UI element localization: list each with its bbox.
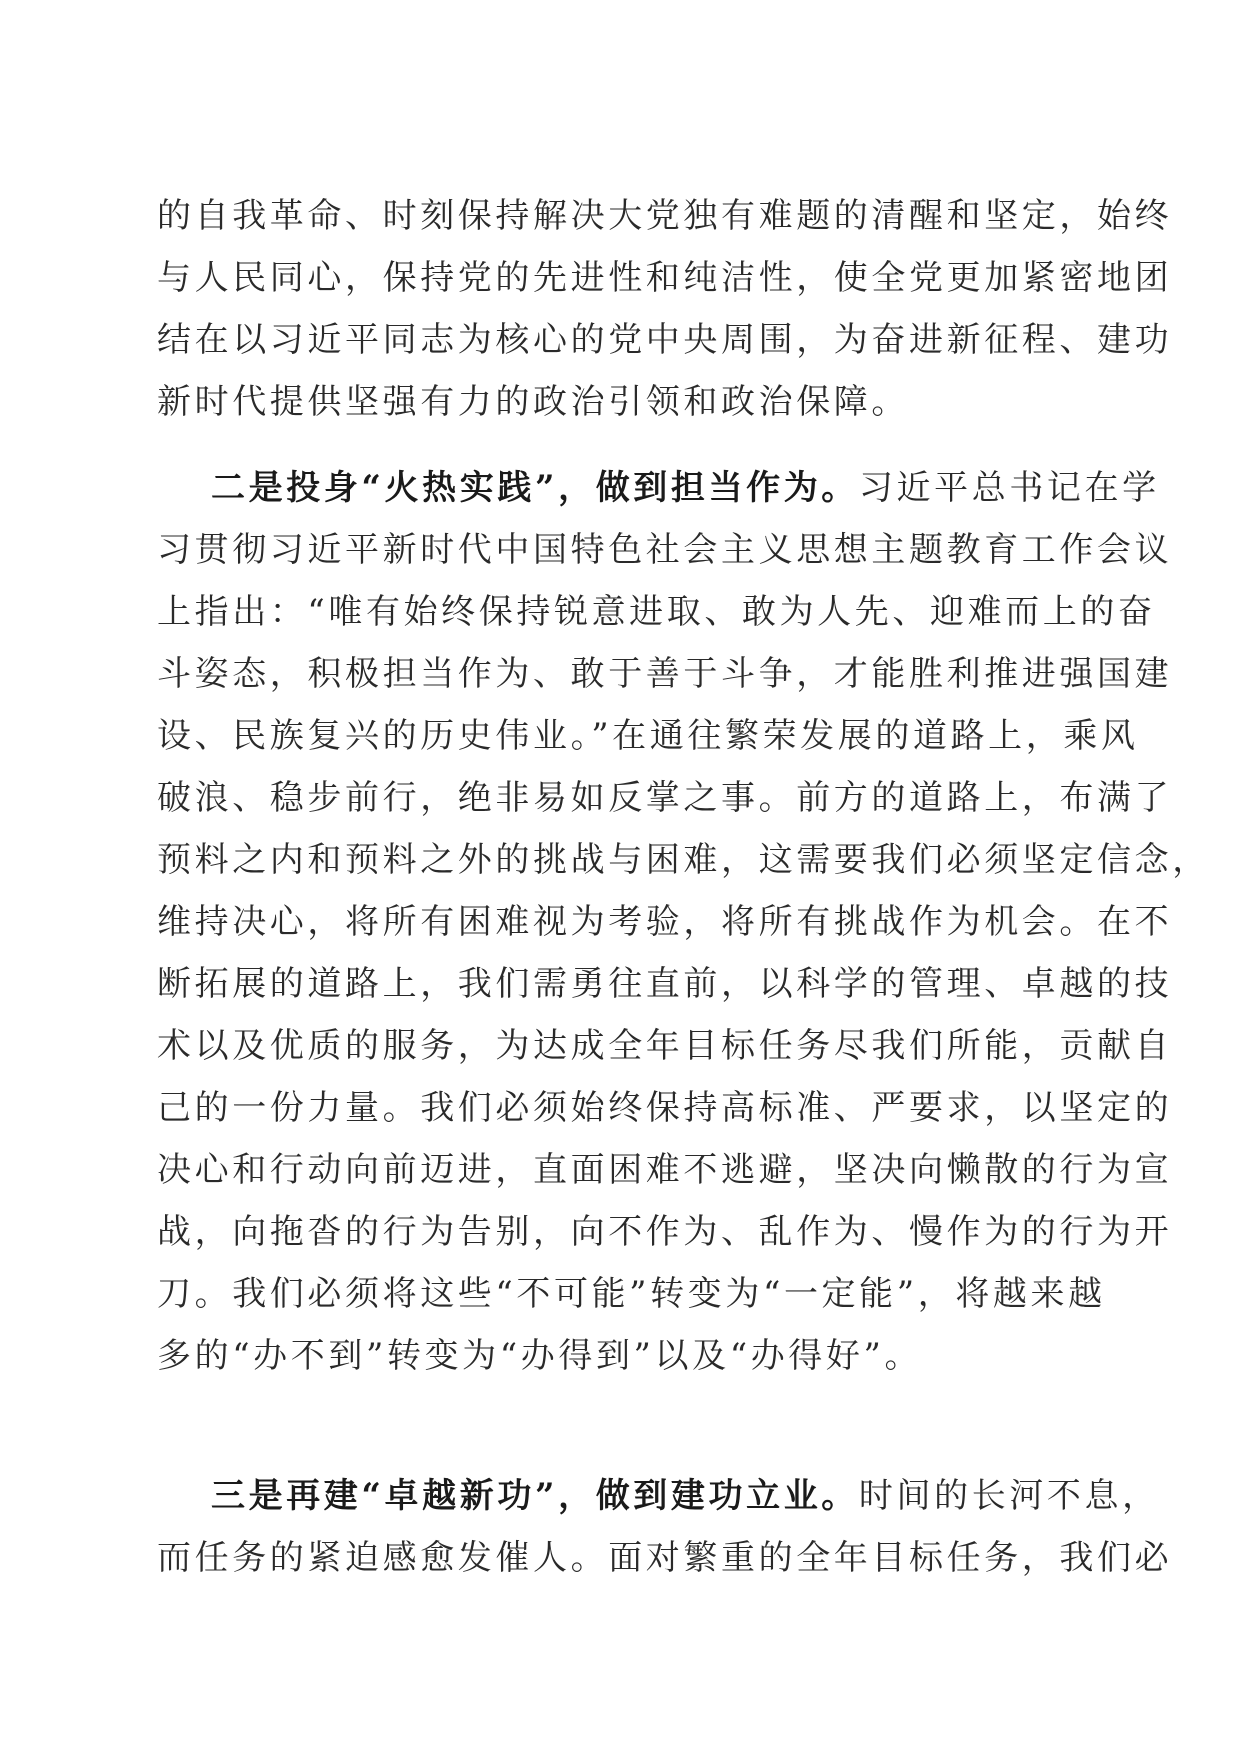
paragraph-first-line — [157, 1465, 1160, 1527]
text-line: 战，向拖沓的行为告别，向不作为、乱作为、慢作为的行为开 — [157, 1212, 1173, 1252]
paragraph-2 — [157, 457, 1210, 1387]
text-line: 上指出：“唯有始终保持锐意进取、敢为人先、迎难而上的奋 — [157, 592, 1156, 632]
text-line: 维持决心，将所有困难视为考验，将所有挑战作为机会。在不 — [157, 902, 1173, 942]
text-line: 刀。我们必须将这些“不可能”转变为“一定能”，将越来越 — [157, 1274, 1106, 1314]
text-line: 己的一份力量。我们必须始终保持高标准、严要求，以坚定的 — [157, 1088, 1173, 1128]
text-line: 设、民族复兴的历史伟业。”在通往繁荣发展的道路上，乘风 — [157, 716, 1139, 756]
text-line: 决心和行动向前迈进，直面困难不逃避，坚决向懒散的行为宣 — [157, 1150, 1173, 1190]
paragraph-lead-text: 时间的长河不息， — [858, 1476, 1160, 1516]
text-line: 预料之内和预料之外的挑战与困难，这需要我们必须坚定信念， — [157, 840, 1210, 880]
text-line: 术以及优质的服务，为达成全年目标任务尽我们所能，贡献自 — [157, 1026, 1173, 1066]
text-line: 的自我革命、时刻保持解决大党独有难题的清醒和坚定，始终 — [157, 196, 1173, 236]
paragraph-3 — [157, 1465, 1173, 1589]
text-line: 与人民同心，保持党的先进性和纯洁性，使全党更加紧密地团 — [157, 258, 1173, 298]
text-line: 习贯彻习近平新时代中国特色社会主义思想主题教育工作会议 — [157, 530, 1173, 570]
paragraph-lead-text: 习近平总书记在学 — [858, 468, 1160, 508]
paragraph-heading: 二是投身“火热实践”，做到担当作为。 — [211, 468, 859, 508]
paragraph-first-line — [157, 457, 1160, 519]
paragraph-heading: 三是再建“卓越新功”，做到建功立业。 — [211, 1476, 859, 1516]
text-line: 断拓展的道路上，我们需勇往直前，以科学的管理、卓越的技 — [157, 964, 1173, 1004]
text-line: 新时代提供坚强有力的政治引领和政治保障。 — [157, 382, 909, 422]
text-line: 多的“办不到”转变为“办得到”以及“办得好”。 — [157, 1336, 923, 1376]
text-line: 结在以习近平同志为核心的党中央周围，为奋进新征程、建功 — [157, 320, 1173, 360]
paragraph-1 — [157, 185, 1173, 433]
text-line: 破浪、稳步前行，绝非易如反掌之事。前方的道路上，布满了 — [157, 778, 1173, 818]
text-line: 而任务的紧迫感愈发催人。面对繁重的全年目标任务，我们必 — [157, 1538, 1173, 1578]
text-line: 斗姿态，积极担当作为、敢于善于斗争，才能胜利推进强国建 — [157, 654, 1173, 694]
